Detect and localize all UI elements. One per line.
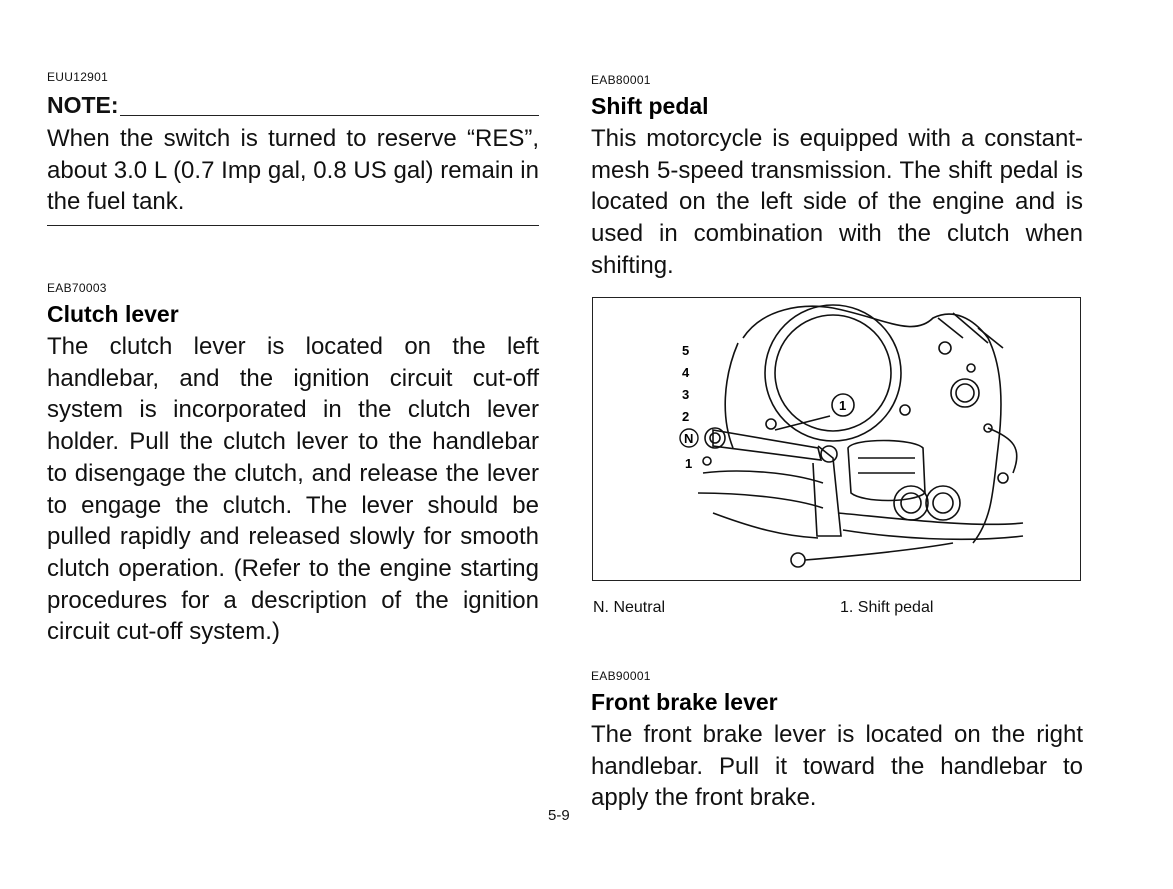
- callout-number: 1: [839, 398, 847, 413]
- note-text: When the switch is turned to reserve “RES”, about 3.0 L (0.7 Imp gal, 0.8 US gal) remain in the fuel tank.: [47, 125, 539, 216]
- shift-text: This motorcycle is equipped with a constant-mesh 5-speed transmission. The shift pedal is located on the left side of the engine and is used in combination with the clutch when shifting.: [591, 125, 1083, 279]
- gear-label-n: N: [684, 431, 694, 446]
- note-heading: NOTE:: [47, 92, 119, 118]
- note-bottom-rule: [47, 225, 539, 226]
- clutch-section-code: EAB70003: [47, 281, 107, 295]
- clutch-cover-outer: [765, 305, 901, 441]
- clutch-heading: Clutch lever: [47, 301, 179, 327]
- brake-heading: Front brake lever: [591, 689, 778, 715]
- gear-label-1: 1: [685, 456, 693, 471]
- shift-heading: Shift pedal: [591, 93, 709, 119]
- clutch-text: The clutch lever is located on the left handlebar, and the ignition circuit cut-off system is incorporated in the clutch lever holder. Pull the clutch lever to the handlebar to disengage the clutch, and release the lever to engage the clutch. The lever should be pulled rapidly and released slowly for smooth clutch operation. (Refer to the engine starting procedures for a description of the ignition circuit cut-off system.): [47, 333, 539, 646]
- page-number: 5-9: [548, 807, 570, 824]
- gear-label-3: 3: [682, 387, 690, 402]
- gear-label-5: 5: [682, 343, 690, 358]
- caption-neutral: N. Neutral: [593, 599, 666, 616]
- caption-shift-pedal: 1. Shift pedal: [840, 599, 934, 616]
- brake-text: The front brake lever is located on the right handlebar. Pull it toward the handlebar to apply the front brake.: [591, 721, 1083, 812]
- exhaust-pipes: [698, 471, 823, 538]
- note-top-rule: [120, 115, 539, 116]
- note-section-code: EUU12901: [47, 70, 109, 84]
- sprocket-cover: [848, 441, 925, 501]
- gear-label-4: 4: [682, 365, 690, 380]
- gear-label-2: 2: [682, 409, 690, 424]
- engine-case-outline: [743, 306, 1001, 543]
- shift-section-code: EAB80001: [591, 73, 651, 87]
- clutch-cover-inner: [775, 315, 891, 431]
- brake-section-code: EAB90001: [591, 669, 651, 683]
- engine-illustration: [593, 298, 1079, 579]
- drain-bolt: [791, 553, 805, 567]
- shift-pedal-figure: [592, 297, 1081, 581]
